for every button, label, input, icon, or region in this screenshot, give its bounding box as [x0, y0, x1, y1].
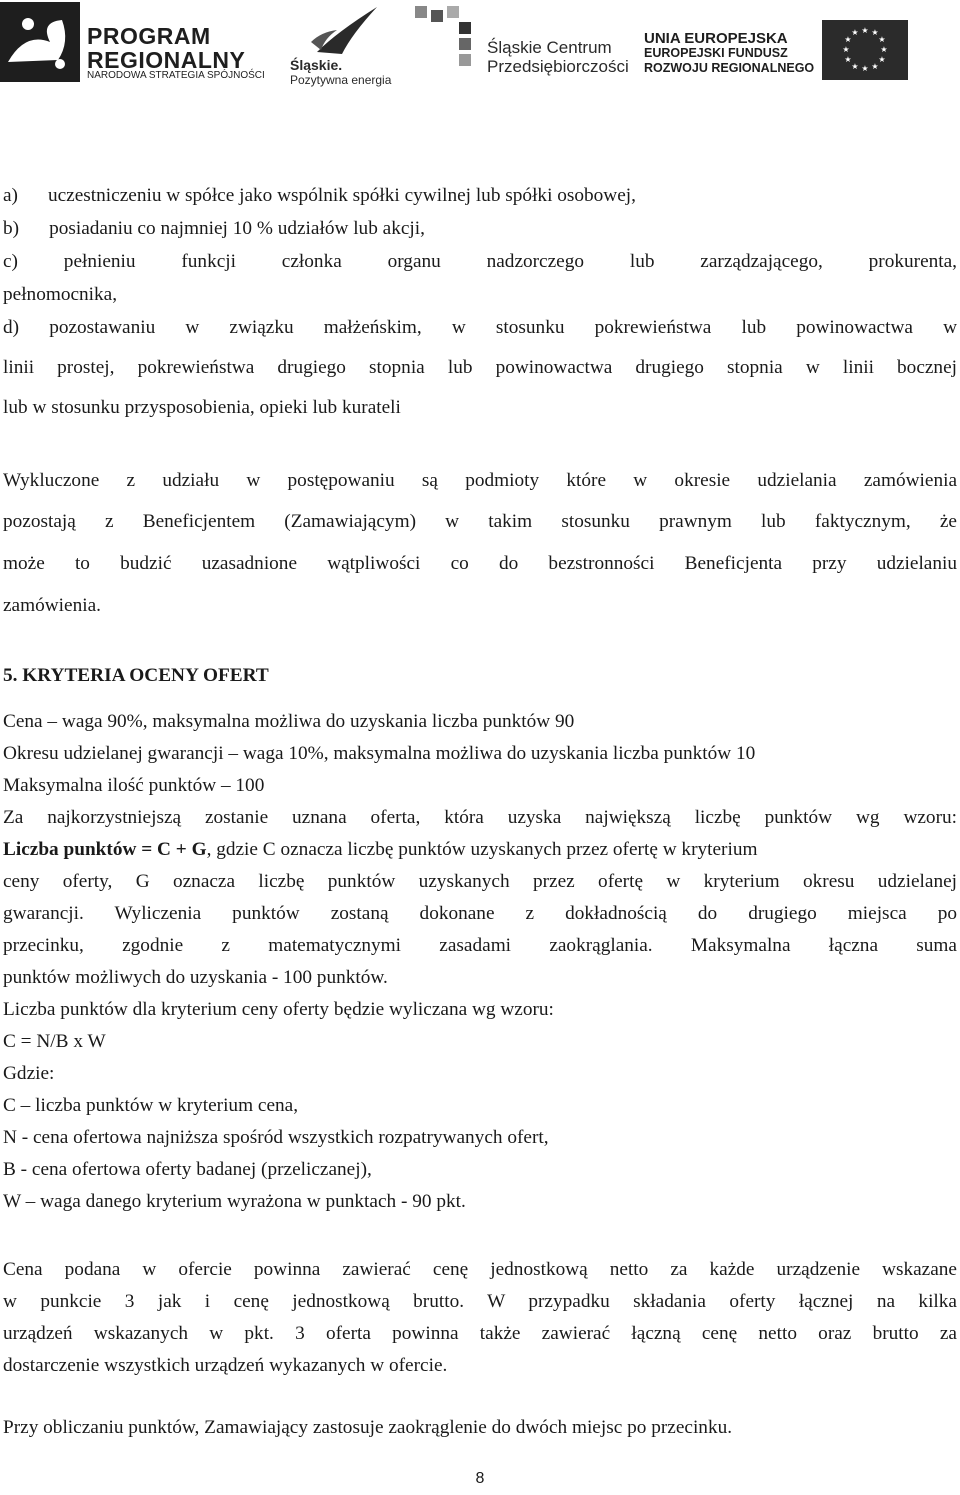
eu-flag-icon: [822, 20, 908, 80]
svg-text:★: ★: [844, 55, 852, 64]
price-line2: w punkcie 3 jak i cenę jednostkową brutto. W przypadku składania oferty łącznej na kilka: [3, 1291, 957, 1312]
criteria-line9: punktów możliwych do uzyskania - 100 punktów.: [3, 967, 388, 988]
svg-text:★: ★: [844, 35, 852, 44]
criteria-line6: ceny oferty, G oznacza liczbę punktów uzyskanych przez ofertę w kryterium okresu udzielanej: [3, 871, 957, 892]
price-line3: urządzeń wskazanych w pkt. 3 oferta powinna także zawierać łączną cenę netto oraz brutto za: [3, 1323, 957, 1344]
criteria-line13: C – liczba punktów w kryterium cena,: [3, 1095, 299, 1116]
ue-line3: ROZWOJU REGIONALNEGO: [644, 61, 815, 75]
unia-europejska-logo: [640, 0, 960, 90]
svg-text:★: ★: [871, 28, 879, 37]
criteria-line8: przecinku, zgodnie z matematycznymi zasadami zaokrąglania. Maksymalna łączna suma: [3, 935, 957, 956]
slaskie-line2: Pozytywna energia: [290, 73, 392, 87]
excluded-line4: zamówienia.: [3, 595, 101, 616]
list-item-d-line1: d) pozostawaniu w związku małżeńskim, w stosunku pokrewieństwa lub powinowactwa w: [3, 317, 957, 338]
rounding-note: Przy obliczaniu punktów, Zamawiający zastosuje zaokrąglenie do dwóch miejsc po przecinku.: [3, 1417, 733, 1438]
svg-text:★: ★: [851, 28, 859, 37]
criteria-line2: Okresu udzielanej gwarancji – waga 10%, maksymalna możliwa do uzyskania liczba punktów 10: [3, 743, 756, 764]
criteria-line10: Liczba punktów dla kryterium ceny oferty będzie wyliczana wg wzoru:: [3, 999, 554, 1020]
program-logo-line3: NARODOWA STRATEGIA SPÓJNOŚCI: [87, 70, 265, 81]
list-item-d-line3: lub w stosunku przysposobienia, opieki lub kurateli: [3, 397, 401, 418]
list-item-c-line1: c) pełnieniu funkcji członka organu nadzorczego lub zarządzającego, prokurenta,: [3, 251, 957, 272]
slaskie-centrum-logo: [415, 0, 629, 90]
svg-text:★: ★: [880, 45, 888, 54]
excluded-line3: może to budzić uzasadnione wątpliwości co do bezstronności Beneficjenta przy udzielaniu: [3, 553, 957, 574]
ue-line1: UNIA EUROPEJSKA: [644, 30, 788, 47]
price-line4: dostarczenie wszystkich urządzeń wykazanych w ofercie.: [3, 1355, 448, 1376]
criteria-line12: Gdzie:: [3, 1063, 55, 1084]
criteria-line7: gwarancji. Wyliczenia punktów zostaną dokonane z dokładnością do drugiego miejsca po: [3, 903, 957, 924]
svg-text:★: ★: [871, 62, 879, 71]
list-item-c-line2: pełnomocnika,: [3, 284, 118, 305]
criteria-line1: Cena – waga 90%, maksymalna możliwa do uzyskania liczba punktów 90: [3, 711, 575, 732]
list-item-a: a) uczestniczeniu w spółce jako wspólnik spółki cywilnej lub spółki osobowej,: [3, 185, 636, 206]
criteria-line16: W – waga danego kryterium wyrażona w punktach - 90 pkt.: [3, 1191, 466, 1212]
list-item-b: b) posiadaniu co najmniej 10 % udziałów lub akcji,: [3, 218, 425, 239]
svg-text:★: ★: [878, 35, 886, 44]
centrum-line2: Przedsiębiorczości: [487, 57, 629, 76]
page-number: 8: [475, 1470, 485, 1487]
section-heading: 5. KRYTERIA OCENY OFERT: [3, 665, 269, 686]
excluded-line2: pozostają z Beneficjentem (Zamawiającym) w takim stosunku prawnym lub faktycznym, że: [3, 511, 957, 532]
program-logo-line1: PROGRAM: [87, 23, 211, 49]
points-formula: Liczba punktów = C + G: [3, 839, 207, 860]
svg-text:★: ★: [861, 64, 869, 73]
program-regionalny-emblem-icon: [0, 2, 84, 86]
slaskie-swoosh-icon: [307, 2, 387, 58]
centrum-line1: Śląskie Centrum: [487, 38, 612, 57]
price-line1: Cena podana w ofercie powinna zawierać cenę jednostkową netto za każde urządzenie wskazane: [3, 1259, 957, 1280]
criteria-line11: C = N/B x W: [3, 1031, 106, 1052]
slaskie-line1: Śląskie.: [290, 57, 343, 73]
centrum-squares-icon: [415, 6, 479, 70]
program-regionalny-logo: [0, 0, 270, 90]
criteria-line15: B - cena ofertowa oferty badanej (przeliczanej),: [3, 1159, 372, 1180]
criteria-line14: N - cena ofertowa najniższa spośród wszystkich rozpatrywanych ofert,: [3, 1127, 549, 1148]
slaskie-logo: [285, 0, 400, 90]
criteria-line4: Za najkorzystniejszą zostanie uznana oferta, która uzyska największą liczbę punktów wg wzoru:: [3, 807, 957, 828]
criteria-line5: Liczba punktów = C + G, gdzie C oznacza liczbę punktów uzyskanych przez ofertę w kryterium: [3, 839, 758, 860]
ue-line2: EUROPEJSKI FUNDUSZ: [644, 46, 788, 60]
criteria-line3: Maksymalna ilość punktów – 100: [3, 775, 265, 796]
svg-text:★: ★: [851, 62, 859, 71]
svg-text:★: ★: [878, 55, 886, 64]
svg-text:★: ★: [861, 26, 869, 35]
svg-text:★: ★: [842, 45, 850, 54]
list-item-d-line2: linii prostej, pokrewieństwa drugiego stopnia lub powinowactwa drugiego stopnia w linii bocznej: [3, 357, 957, 378]
program-logo-line2: REGIONALNY: [87, 47, 246, 73]
excluded-line1: Wykluczone z udziału w postępowaniu są podmioty które w okresie udzielania zamówienia: [3, 470, 957, 491]
